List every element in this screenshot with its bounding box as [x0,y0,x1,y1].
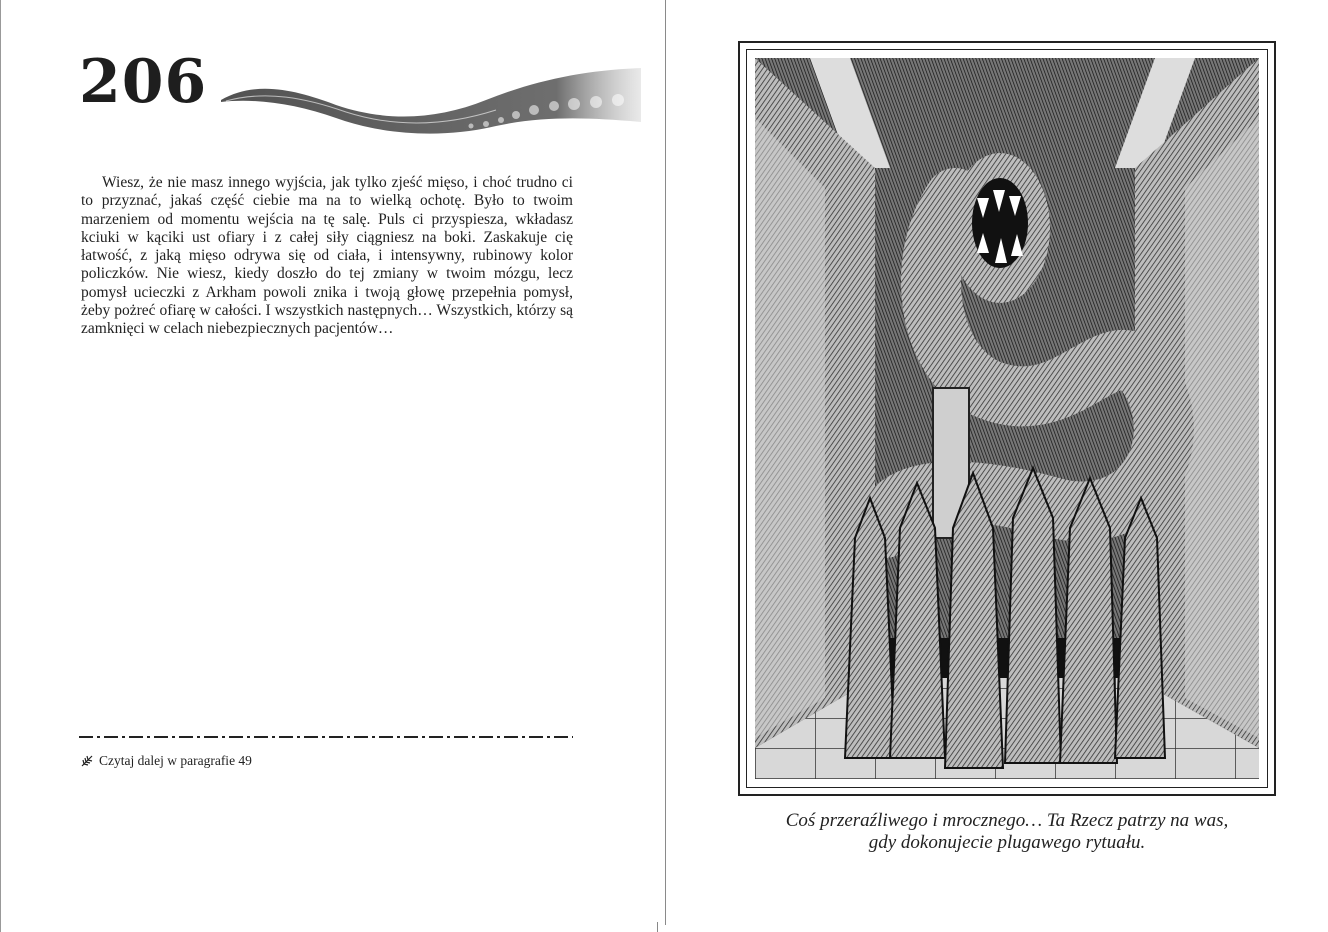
caption-line-1: Coś przeraźliwego i mrocznego… Ta Rzecz patrzy na was, [785,810,1229,831]
illustration-caption [738,810,1276,854]
continue-link[interactable] [81,753,252,769]
ornamental-divider [79,731,573,743]
body-text [81,174,573,339]
body-paragraph: Wiesz, że nie masz innego wyjścia, jak tylko zjeść mięso, i choć trudno ci to przyznać, jakaś część ciebie ma na to wielką ochotę. Było to twoim marzeniem od momentu wejścia na tę salę. Puls ci przyspiesza, wkładasz kciuki w kąciki ust ofiary i z całej siły ciągniesz na boki. Zaskakuje cię łatwość, z jaką mięso odrywa się od ciała, i intensywny, rubinowy kolor policzków. Nie wiesz, kiedy doszło do tej zmiany w twoim mózgu, lecz pomysł ucieczki z Arkham powoli znika i twoją głowę przepełnia pomysł, żeby pożreć ofiarę w całości. I wszystkich następnych… Wszystkich, którzy są zamknięci w celach niebezpiecznych pacjentów… [81,174,573,338]
book-spine [665,0,666,925]
illustration-frame [738,41,1276,796]
continue-text: Czytaj dalej w paragrafie 49 [99,753,252,768]
paragraph-number: 206 [79,47,208,117]
leaf-icon [81,755,93,767]
caption-line-2: gdy dokonujecie plugawego rytuału. [868,832,1146,853]
tentacle-icon [216,60,646,140]
crop-mark [657,922,658,932]
monster-ritual-illustration [755,58,1259,779]
